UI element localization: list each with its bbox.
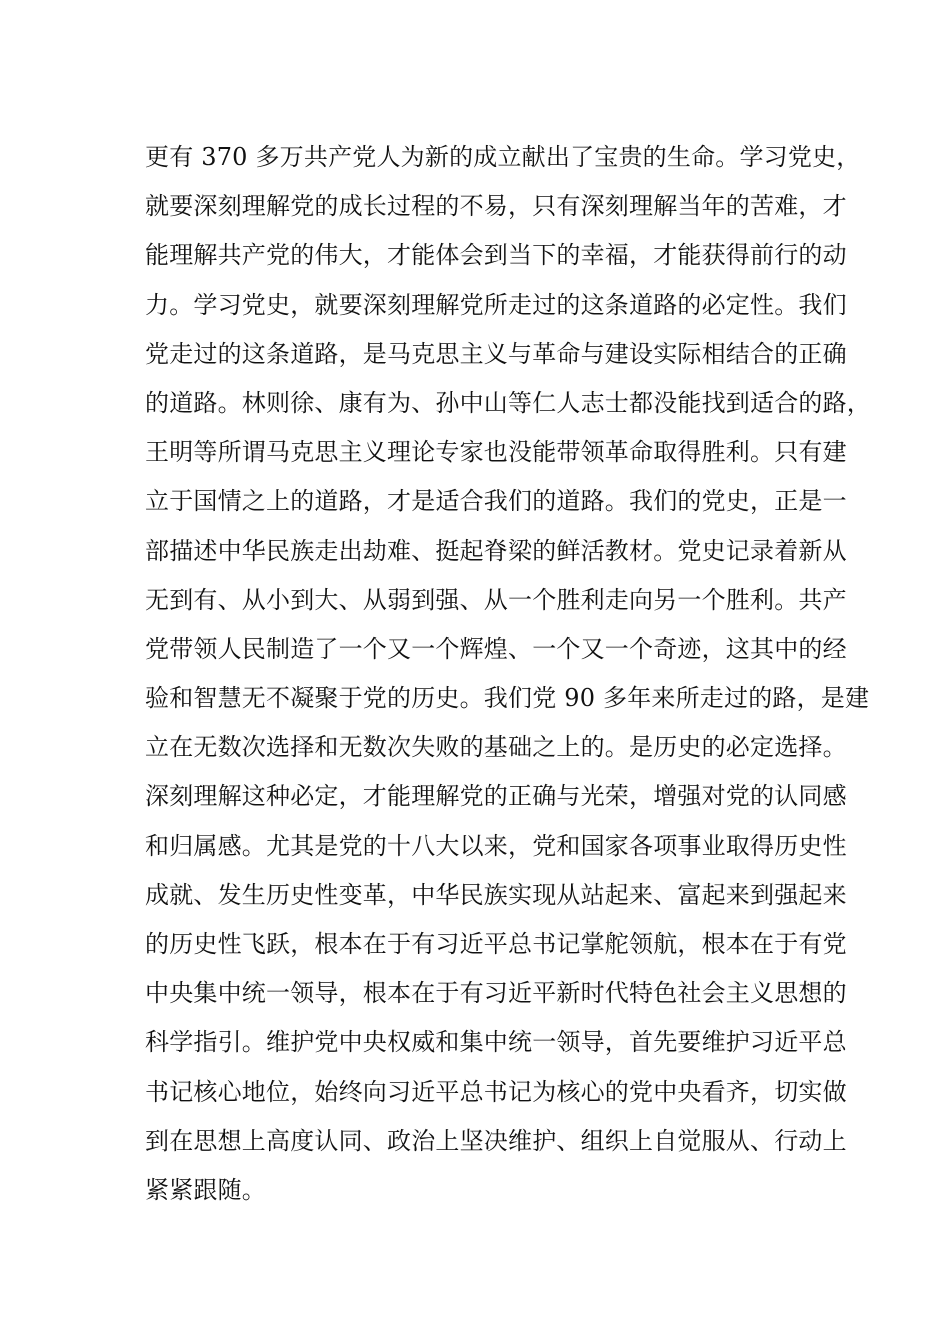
text-line: 立于国情之上的道路，才是适合我们的道路。我们的党史，正是一 — [145, 487, 847, 516]
text-line: 就要深刻理解党的成长过程的不易，只有深刻理解当年的苦难，才 — [145, 192, 847, 221]
text-line: 立在无数次选择和无数次失败的基础之上的。是历史的必定选择。 — [145, 733, 847, 762]
text-line: 到在思想上高度认同、政治上坚决维护、组织上自觉服从、行动上 — [145, 1126, 847, 1155]
text-line: 无到有、从小到大、从弱到强、从一个胜利走向另一个胜利。共产 — [145, 585, 847, 614]
text-line: 中央集中统一领导，根本在于有习近平新时代特色社会主义思想的 — [145, 979, 847, 1008]
text-line: 紧紧跟随。 — [145, 1175, 266, 1204]
text-line: 更有 370 多万共产党人为新的成立献出了宝贵的生命。学习党史， — [145, 143, 861, 171]
text-line: 能理解共产党的伟大，才能体会到当下的幸福，才能获得前行的动 — [145, 241, 847, 270]
text-line: 和归属感。尤其是党的十八大以来，党和国家各项事业取得历史性 — [145, 831, 847, 860]
text-line: 科学指引。维护党中央权威和集中统一领导，首先要维护习近平总 — [145, 1028, 847, 1057]
text-line: 的历史性飞跃，根本在于有习近平总书记掌舵领航，根本在于有党 — [145, 930, 847, 958]
text-line: 部描述中华民族走出劫难、挺起脊梁的鲜活教材。党史记录着新从 — [145, 536, 847, 565]
text-line: 党走过的这条道路，是马克思主义与革命与建设实际相结合的正确 — [145, 339, 847, 368]
text-line: 验和智慧无不凝聚于党的历史。我们党 90 多年来所走过的路，是建 — [145, 684, 870, 713]
text-line: 深刻理解这种必定，才能理解党的正确与光荣，增强对党的认同感 — [145, 782, 847, 811]
text-line: 书记核心地位，始终向习近平总书记为核心的党中央看齐，切实做 — [145, 1077, 847, 1106]
text-line: 的道路。林则徐、康有为、孙中山等仁人志士都没能找到适合的路， — [145, 388, 871, 417]
text-line: 力。学习党史，就要深刻理解党所走过的这条道路的必定性。我们 — [145, 290, 847, 319]
text-line: 成就、发生历史性变革，中华民族实现从站起来、富起来到强起来 — [145, 880, 847, 909]
text-line: 王明等所谓马克思主义理论专家也没能带领革命取得胜利。只有建 — [145, 438, 847, 467]
body-paragraph — [145, 133, 871, 1215]
text-line: 党带领人民制造了一个又一个辉煌、一个又一个奇迹，这其中的经 — [145, 634, 847, 663]
